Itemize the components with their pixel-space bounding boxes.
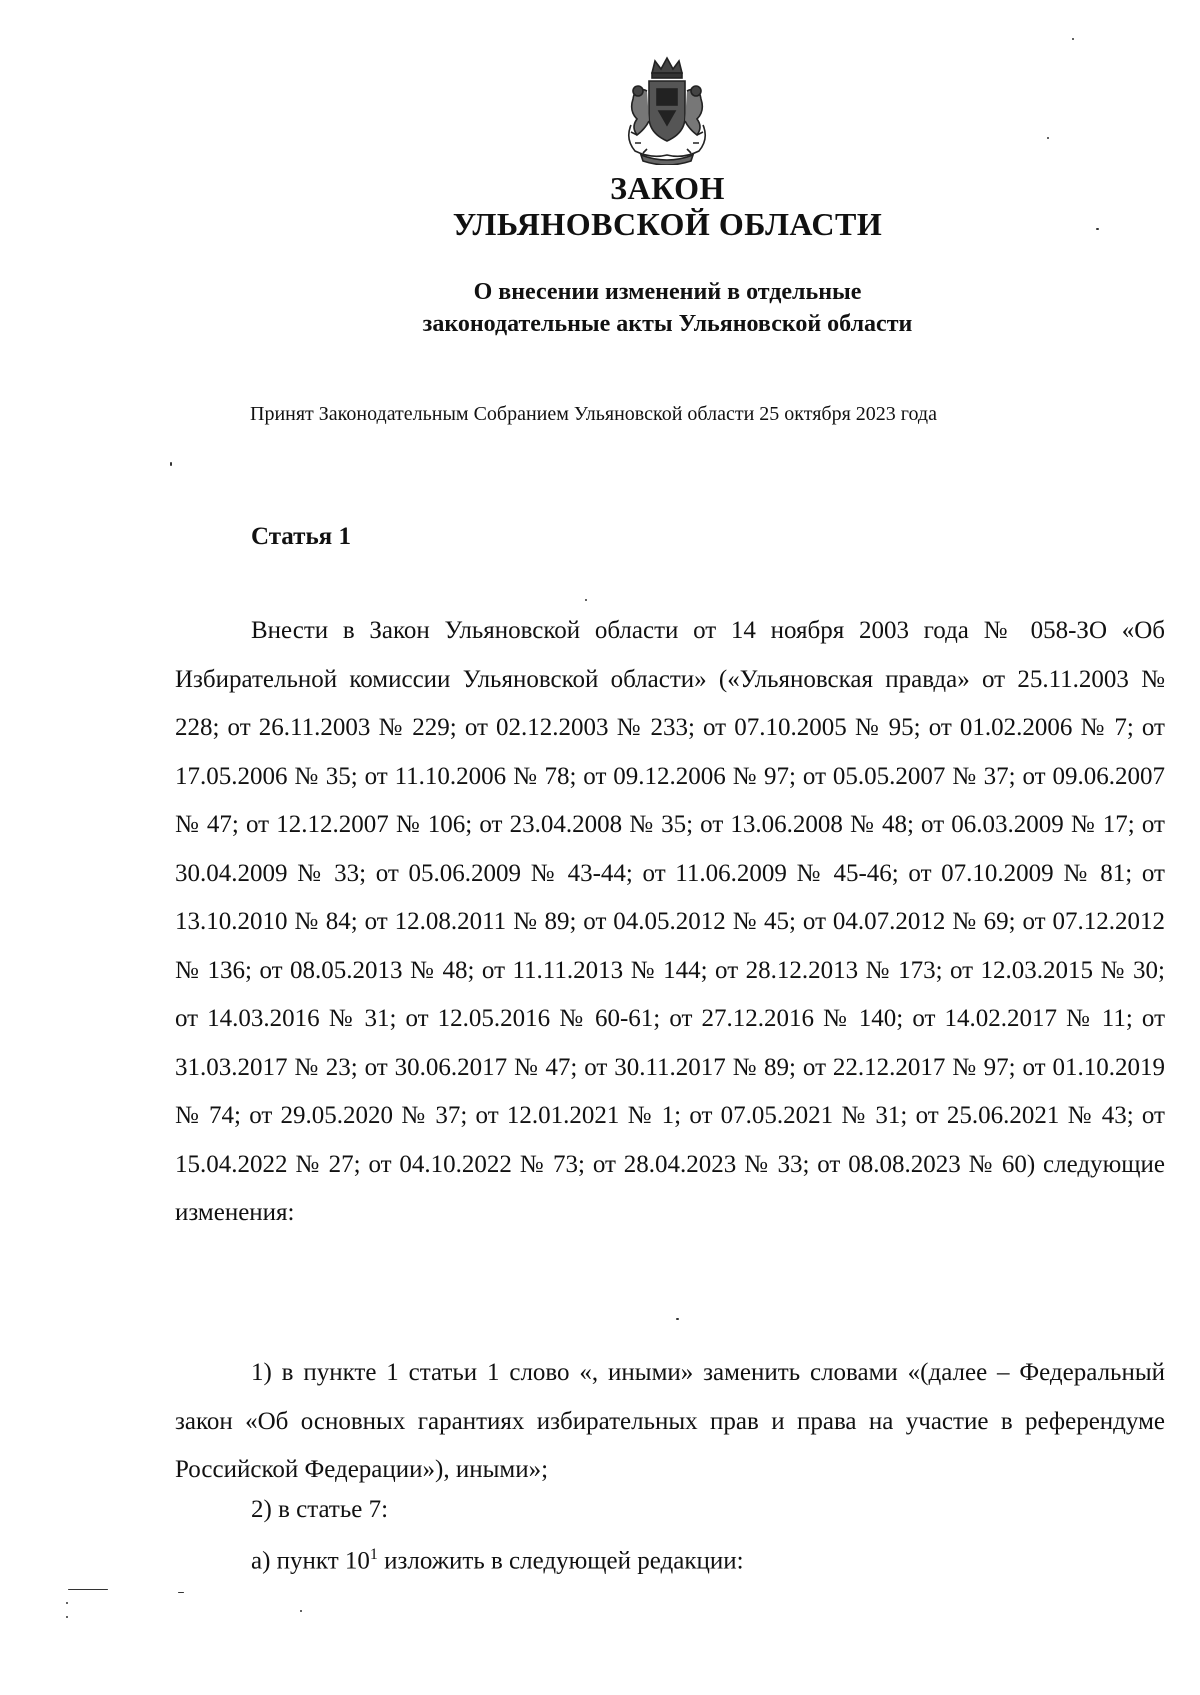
amendment-item-3 (251, 1546, 744, 1575)
law-subject-line-1: О внесении изменений в отдельные (473, 279, 862, 305)
scan-speck (676, 1318, 679, 1320)
amendment-item-3-prefix: а) пункт 10 (251, 1547, 370, 1575)
scan-speck (66, 1602, 68, 1604)
scan-speck (1047, 137, 1049, 139)
scan-speck (300, 1610, 302, 1612)
scan-speck (1096, 228, 1099, 230)
amendment-item-2: 2) в статье 7: (251, 1496, 389, 1523)
amendment-item-1: 1) в пункте 1 статьи 1 слово «, иными» заменить словами «(далее – Федеральный закон «Об основных гарантиях избирательных прав и права на участие в референдуме Российской Федерации»), иными»; (175, 1359, 1165, 1483)
scan-speck (170, 462, 172, 466)
law-subject-line-2: законодательные акты Ульяновской области (422, 311, 913, 337)
article-heading: Статья 1 (251, 523, 351, 550)
law-region-title: УЛЬЯНОВСКОЙ ОБЛАСТИ (452, 206, 883, 242)
article-main-paragraph: Внести в Закон Ульяновской области от 14 ноября 2003 года № 058-ЗО «Об Избирательной комиссии Ульяновской области» («Ульяновская правда» от 25.11.2003 № 228; от 26.11.2003 № 229; от 02.12.2003 № 233; от 07.10.2005 № 95; от 01.02.2006 № 7; от 17.05.2006 № 35; от 11.10.2006 № 78; от 09.12.2006 № 97; от 05.05.2007 № 37; от 09.06.2007 № 47; от 12.12.2007 № 106; от 23.04.2008 № 35; от 13.06.2008 № 48; от 06.03.2009 № 17; от 30.04.2009 № 33; от 05.06.2009 № 43-44; от 11.06.2009 № 45-46; от 07.10.2009 № 81; от 13.10.2010 № 84; от 12.08.2011 № 89; от 04.05.2012 № 45; от 04.07.2012 № 69; от 07.12.2012 № 136; от 08.05.2013 № 48; от 11.11.2013 № 144; от 28.12.2013 № 173; от 12.03.2015 № 30; от 14.03.2016 № 31; от 12.05.2016 № 60-61; от 27.12.2016 № 140; от 14.02.2017 № 11; от 31.03.2017 № 23; от 30.06.2017 № 47; от 30.11.2017 № 89; от 22.12.2017 № 97; от 01.10.2019 № 74; от 29.05.2020 № 37; от 12.01.2021 № 1; от 07.05.2021 № 31; от 25.06.2021 № 43; от 15.04.2022 № 27; от 04.10.2022 № 73; от 28.04.2023 № 33; от 08.08.2023 № 60) следующие изменения: (175, 617, 1165, 1226)
scan-speck (1072, 38, 1074, 40)
adoption-note: Принят Законодательным Собранием Ульяновской области 25 октября 2023 года (250, 403, 937, 425)
law-title: ЗАКОН (610, 170, 725, 206)
amendment-item-3-superscript: 1 (369, 1546, 378, 1563)
amendment-item-3-suffix: изложить в следующей редакции: (377, 1547, 744, 1575)
scan-speck (178, 1592, 184, 1593)
coat-of-arms-icon (607, 55, 727, 165)
scan-speck (68, 1589, 108, 1590)
scan-speck (585, 599, 587, 601)
scan-speck (66, 1616, 68, 1618)
